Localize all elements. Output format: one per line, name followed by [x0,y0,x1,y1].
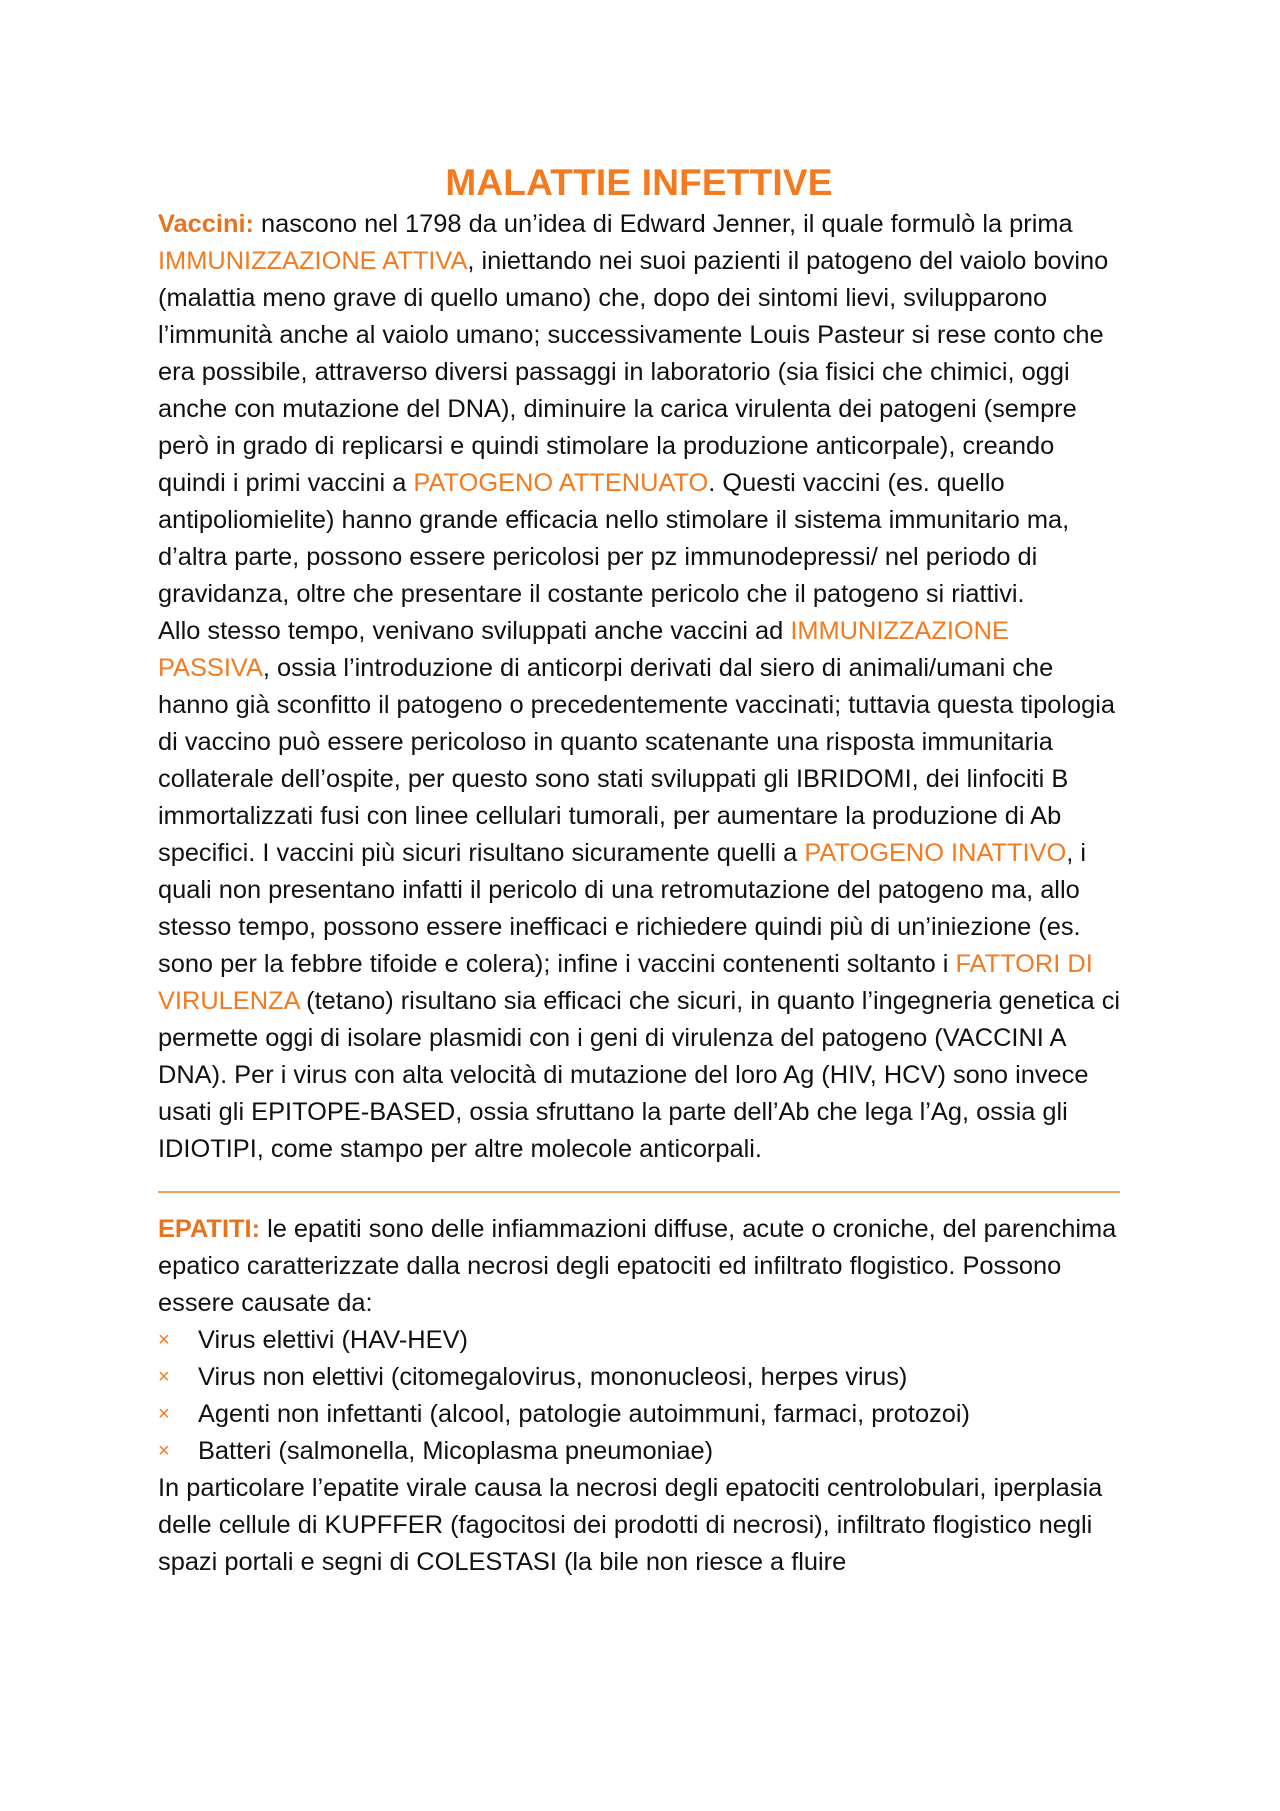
list-item-text: Virus non elettivi (citomegalovirus, mononucleosi, herpes virus) [198,1363,908,1391]
vaccini-label: Vaccini: [158,210,254,238]
vaccini-text-2: , iniettando nei suoi pazienti il patogeno del vaiolo bovino (malattia meno grave di quello umano) che, dopo dei sintomi lievi, svilupparono l’immunità anche al vaiolo umano; successivamente Louis Pasteur si rese conto che era possibile, attraverso diversi passaggi in laboratorio (sia fisici che chimici, oggi anche con mutazione del DNA), diminuire la carica virulenta dei patogeni (sempre però in grado di replicarsi e quindi stimolare la produzione anticorpale), creando quindi i primi vaccini a [158,247,1109,497]
cross-bullet-icon: × [158,1329,170,1351]
epatiti-intro: le epatiti sono delle infiammazioni diffuse, acute o croniche, del parenchima epatico caratterizzate dalla necrosi degli epatociti ed infiltrato flogistico. Possono essere causate da: [158,1215,1117,1317]
vaccini-paragraph-2 [158,613,1126,1168]
vaccini-text-3: . Questi vaccini (es. quello antipoliomielite) hanno grande efficacia nello stimolare il sistema immunitario ma, d’altra parte, possono essere pericolosi per pz immunodepressi/ nel periodo di gravidanza, oltre che presentare il costante pericolo che il patogeno si riattivi. [158,469,1070,608]
vaccini-text-7: (tetano) risultano sia efficaci che sicuri, in quanto l’ingegneria genetica ci permette oggi di isolare plasmidi con i geni di virulenza del patogeno (VACCINI A DNA). Per i virus con alta velocità di mutazione del loro Ag (HIV, HCV) sono invece usati gli EPITOPE-BASED, ossia sfruttano la parte dell’Ab che lega l’Ag, ossia gli IDIOTIPI, come stampo per altre molecole anticorpali. [158,987,1121,1163]
page-title: MALATTIE INFETTIVE [445,162,833,203]
vaccini-text-6: , i quali non presentano infatti il pericolo di una retromutazione del patogeno ma, allo stesso tempo, possono essere inefficaci e richiedere quindi più di un’iniezione (es. sono per la febbre tifoide e colera); infine i vaccini contenenti soltanto i [158,839,1087,978]
epatiti-outro: In particolare l’epatite virale causa la necrosi degli epatociti centrolobulari, iperplasia delle cellule di KUPFFER (fagocitosi dei prodotti di necrosi), infiltrato flogistico negli spazi portali e segni di COLESTASI (la bile non riesce a fluire [158,1474,1103,1576]
vaccini-text-1: nascono nel 1798 da un’idea di Edward Jenner, il quale formulò la prima [253,210,1073,238]
list-item [158,1322,1120,1359]
term-immunizzazione-passiva: IMMUNIZZAZIONE PASSIVA [158,617,1009,682]
term-fattori-di-virulenza: FATTORI DI VIRULENZA [158,950,1093,1015]
vaccini-text-5: , ossia l’introduzione di anticorpi derivati dal siero di animali/umani che hanno già sconfitto il patogeno o precedentemente vaccinati; tuttavia questa tipologia di vaccino può essere pericoloso in quanto scatenante una risposta immunitaria collaterale dell’ospite, per questo sono stati sviluppati gli IBRIDOMI, dei linfociti B immortalizzati fusi con linee cellulari tumorali, per aumentare la produzione di Ab specifici. I vaccini più sicuri risultano sicuramente quelli a [158,654,1116,867]
section-divider [158,1191,1120,1193]
cross-bullet-icon: × [158,1440,170,1462]
vaccini-paragraph [158,206,1126,613]
epatiti-label: EPATITI: [158,1215,261,1243]
term-immunizzazione-attiva: IMMUNIZZAZIONE ATTIVA [158,247,468,275]
cross-bullet-icon: × [158,1366,170,1388]
term-patogeno-attenuato: PATOGENO ATTENUATO [413,469,709,497]
term-patogeno-inattivo: PATOGENO INATTIVO [804,839,1067,867]
list-item-text: Agenti non infettanti (alcool, patologie autoimmuni, farmaci, protozoi) [198,1400,971,1428]
causes-list [158,1322,1120,1470]
list-item [158,1433,1120,1470]
list-item [158,1359,1120,1396]
vaccini-text-4: Allo stesso tempo, venivano sviluppati anche vaccini ad [158,617,791,645]
list-item [158,1396,1120,1433]
cross-bullet-icon: × [158,1403,170,1425]
epatiti-paragraph [158,1211,1126,1322]
list-item-text: Virus elettivi (HAV-HEV) [198,1326,468,1354]
list-item-text: Batteri (salmonella, Micoplasma pneumoniae) [198,1437,714,1465]
